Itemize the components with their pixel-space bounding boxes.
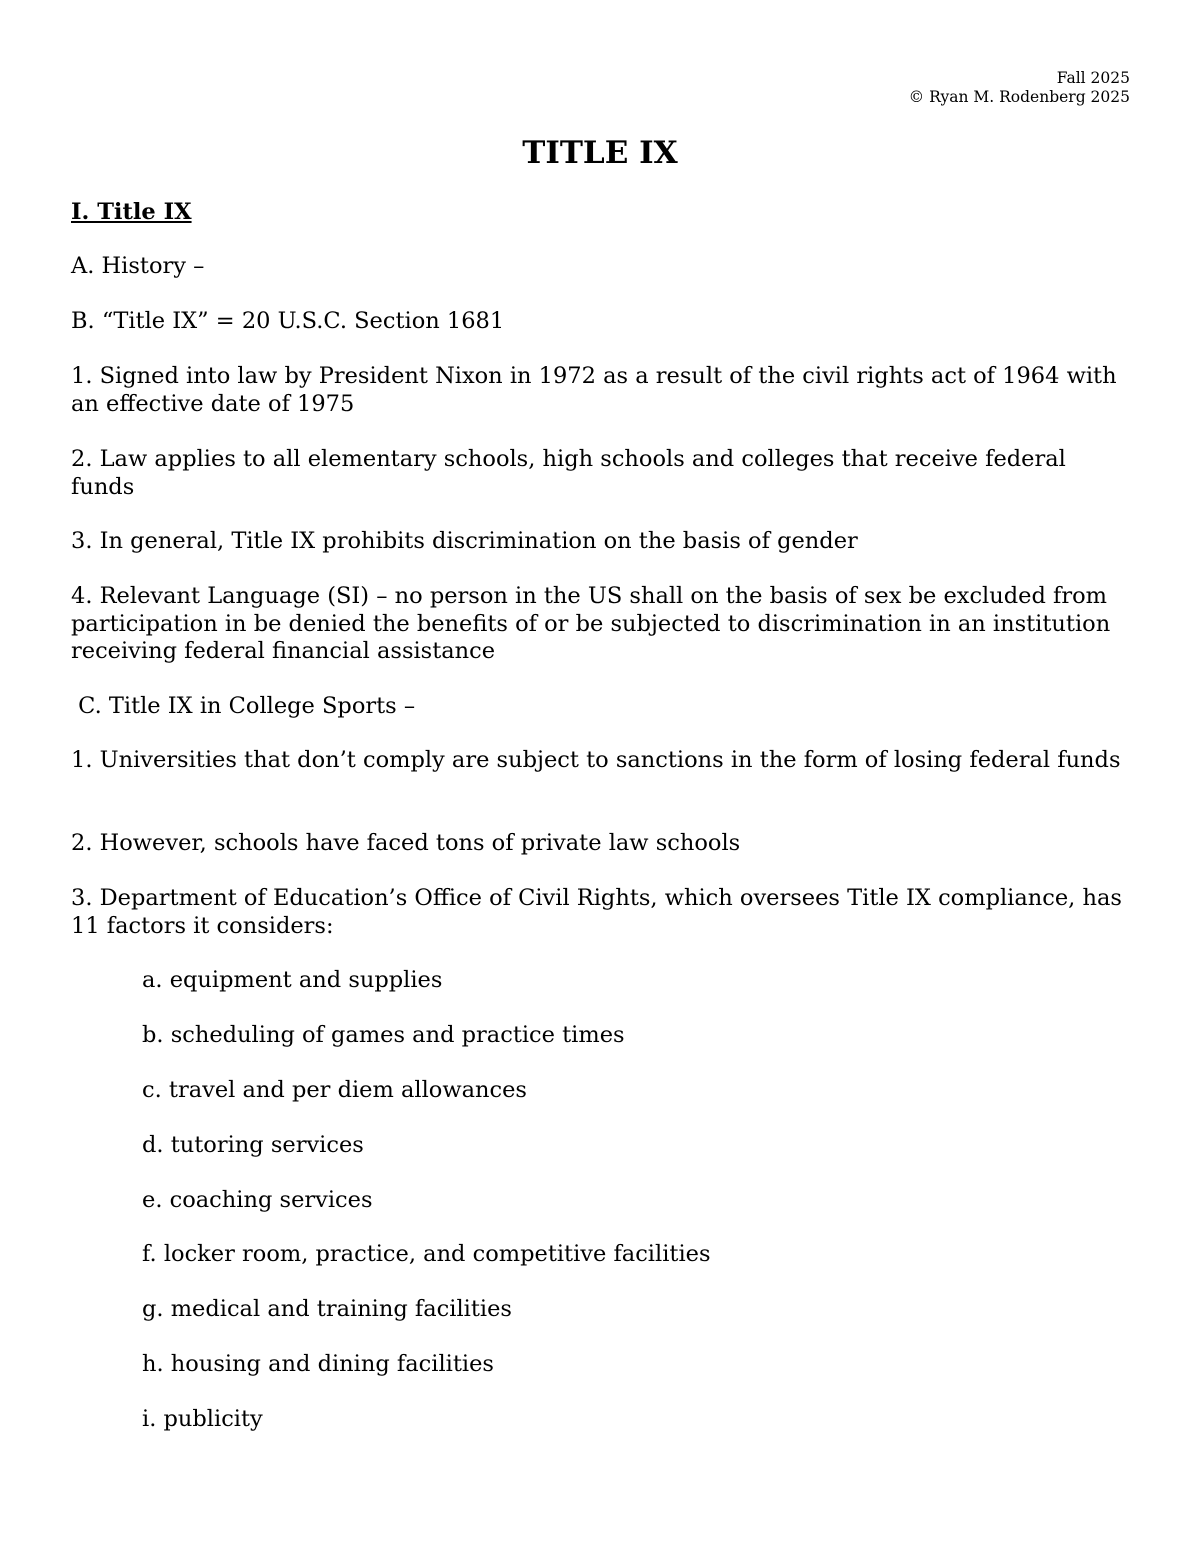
page-header (909, 69, 1130, 107)
factor-item: e. coaching services (142, 1187, 373, 1213)
statute-point: 2. Law applies to all elementary schools, high schools and colleges that receive federal funds (71, 446, 1066, 500)
college-sports-item: C. Title IX in College Sports – (71, 693, 416, 719)
factor-item: h. housing and dining facilities (142, 1351, 494, 1377)
factor-item: b. scheduling of games and practice times (142, 1022, 625, 1048)
factor-item: g. medical and training facilities (142, 1296, 512, 1322)
factor-item: f. locker room, practice, and competitive facilities (142, 1241, 711, 1267)
history-item: A. History – (71, 253, 205, 279)
college-point: 1. Universities that don’t comply are subject to sanctions in the form of losing federal funds (71, 747, 1121, 773)
term-label: Fall 2025 (1056, 69, 1130, 87)
college-point: 2. However, schools have faced tons of private law schools (71, 830, 741, 856)
document-title: TITLE IX (522, 135, 678, 171)
statute-point: 1. Signed into law by President Nixon in 1972 as a result of the civil rights act of 1964 with an effective date of 1975 (71, 363, 1117, 417)
factor-item: i. publicity (142, 1406, 263, 1432)
section-heading: I. Title IX (71, 199, 192, 225)
statute-point: 3. In general, Title IX prohibits discrimination on the basis of gender (71, 528, 858, 554)
factor-item: d. tutoring services (142, 1132, 364, 1158)
statute-item: B. “Title IX” = 20 U.S.C. Section 1681 (71, 308, 505, 334)
college-point: 3. Department of Education’s Office of Civil Rights, which oversees Title IX compliance, has 11 factors it considers: (71, 885, 1122, 939)
factor-item: c. travel and per diem allowances (142, 1077, 527, 1103)
statute-point: 4. Relevant Language (SI) – no person in the US shall on the basis of sex be excluded from participation in be denied the benefits of or be subjected to discrimination in an institution receiving federal financial assistance (71, 583, 1111, 664)
copyright-notice: © Ryan M. Rodenberg 2025 (908, 88, 1130, 106)
factor-item: a. equipment and supplies (142, 967, 443, 993)
